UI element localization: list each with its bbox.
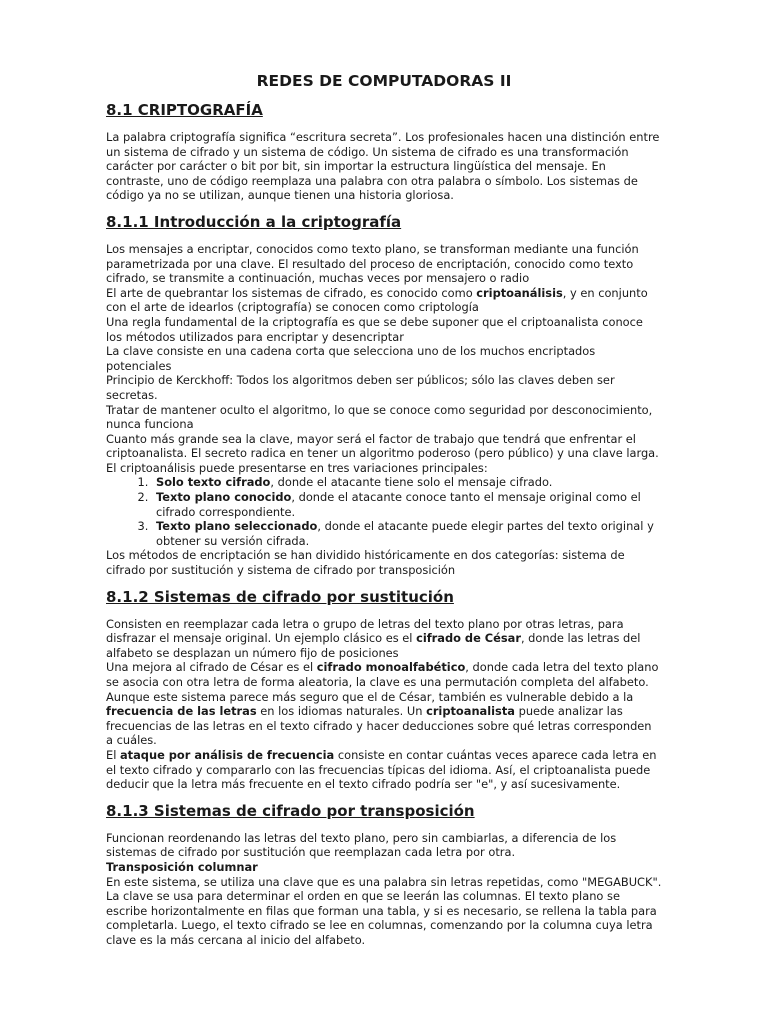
text-run: Aunque este sistema parece más seguro que el de César, también es vulnerable debido a la — [106, 689, 634, 704]
text-run: El — [106, 747, 120, 762]
bold-term: cifrado monoalfabético — [316, 660, 466, 675]
paragraph: Tratar de mantener oculto el algoritmo, lo que se conoce como seguridad por desconocimiento, nunca funciona — [106, 402, 653, 432]
text-run: , donde el atacante tiene solo el mensaje cifrado. — [270, 475, 553, 490]
list-item — [152, 519, 662, 548]
paragraph: Los mensajes a encriptar, conocidos como texto plano, se transforman mediante una función parametrizada por una clave. El resultado del proceso de encriptación, conocido como texto cifrado, se transmite a continuación, muchas veces por mensajero o radio — [106, 241, 639, 286]
paragraph: Funcionan reordenando las letras del texto plano, pero sin cambiarlas, a diferencia de los sistemas de cifrado por sustitución que reemplazan cada letra por otra. — [106, 830, 617, 860]
document-title: REDES DE COMPUTADORAS II — [256, 72, 512, 90]
bold-term: cifrado de César — [416, 631, 521, 646]
text-run: , donde el atacante puede elegir partes del texto original y obtener su versión cifrada. — [156, 519, 654, 548]
paragraph — [106, 660, 662, 689]
bold-term: ataque por análisis de frecuencia — [119, 747, 335, 762]
heading-criptografia: 8.1 CRIPTOGRAFÍA — [106, 101, 263, 119]
text-run: puede analizar las frecuencias de las letras en el texto cifrado y hacer deducciones sobre qué letras corresponden a cuáles. — [106, 704, 652, 748]
paragraph: Los métodos de encriptación se han dividido históricamente en dos categorías: sistema de cifrado por sustitución y sistema de cifrado por transposición — [106, 548, 625, 578]
text-run: , donde las letras del alfabeto se desplazan un número fijo de posiciones — [106, 631, 641, 660]
bold-term: Texto plano seleccionado — [156, 519, 318, 534]
text-run: Consisten en reemplazar cada letra o grupo de letras del texto plano por otras letras, para disfrazar el mensaje original. Un ejemplo clásico es el — [106, 616, 624, 646]
section-criptografia — [106, 130, 662, 203]
heading-sustitucion: 8.1.2 Sistemas de cifrado por sustitución — [106, 587, 454, 606]
bold-term: criptoanálisis — [476, 285, 563, 300]
bold-term: frecuencia de las letras — [106, 704, 257, 719]
paragraph: La clave consiste en una cadena corta que selecciona uno de los muchos encriptados potenciales — [106, 344, 596, 373]
paragraph: La palabra criptografía significa “escritura secreta”. Los profesionales hacen una distinción entre un sistema de cifrado y un sistema de código. Un sistema de cifrado es una transformación carácter por carácter o bit por bit, sin importar la estructura lingüística del mensaje. En contraste, uno de código reemplaza una palabra con otra palabra o símbolo. Los sistemas de código ya no se utilizan, aunque tienen una historia gloriosa. — [106, 130, 660, 203]
paragraph: Principio de Kerckhoff: Todos los algoritmos deben ser públicos; sólo las claves deben ser secretas. — [106, 373, 615, 402]
list-item — [152, 490, 662, 519]
numbered-list — [106, 475, 662, 548]
paragraph: Cuanto más grande sea la clave, mayor será el factor de trabajo que tendrá que enfrentar el criptoanalista. El secreto radica en tener un algoritmo poderoso (pero público) y una clave larga. — [106, 431, 659, 461]
subheading-transposicion-columnar — [106, 860, 662, 875]
section-transposicion — [106, 831, 662, 948]
paragraph — [106, 748, 662, 792]
paragraph: El criptoanálisis puede presentarse en tres variaciones principales: — [106, 460, 488, 475]
heading-introduccion: 8.1.1 Introducción a la criptografía — [106, 212, 402, 231]
paragraph — [106, 690, 662, 748]
bold-term: Texto plano conocido — [156, 490, 292, 505]
bold-term: Solo texto cifrado — [156, 475, 271, 490]
text-run: consiste en contar cuántas veces aparece cada letra en el texto cifrado y compararlo con las frecuencias típicas del idioma. Así, el criptoanalista puede deducir que la letra más frecuente en el texto cifrado podría ser "e", y así sucesivamente. — [106, 747, 657, 792]
bold-term: Transposición columnar — [106, 859, 258, 874]
text-run: , donde cada letra del texto plano se asocia con otra letra de forma aleatoria, la clave es una permutación completa del alfabeto. — [106, 660, 659, 689]
text-run: Una mejora al cifrado de César es el — [106, 660, 317, 675]
text-run: , donde el atacante conoce tanto el mensaje original como el cifrado correspondiente. — [156, 490, 641, 519]
text-run: en los idiomas naturales. Un — [256, 704, 427, 719]
paragraph — [106, 286, 662, 315]
bold-term: criptoanalista — [426, 704, 515, 719]
section-sustitucion — [106, 617, 662, 792]
paragraph — [106, 617, 662, 661]
text-run: , y en conjunto con el arte de idearlos (criptografía) se conocen como criptología — [106, 285, 648, 315]
text-run: El arte de quebrantar los sistemas de cifrado, es conocido como — [106, 285, 477, 300]
heading-transposicion: 8.1.3 Sistemas de cifrado por transposición — [106, 801, 475, 820]
paragraph: En este sistema, se utiliza una clave que es una palabra sin letras repetidas, como "MEGABUCK". La clave se usa para determinar el orden en que se leerán las columnas. El texto plano se escribe horizontalmente en filas que forman una tabla, y si es necesario, se rellena la tabla para completarla. Luego, el texto cifrado se lee en columnas, comenzando por la columna cuya letra clave es la más cercana al inicio del alfabeto. — [106, 874, 662, 947]
list-item — [152, 475, 662, 490]
paragraph: Una regla fundamental de la criptografía es que se debe suponer que el criptoanalista conoce los métodos utilizados para encriptar y desencriptar — [106, 314, 643, 344]
section-introduccion — [106, 242, 662, 578]
